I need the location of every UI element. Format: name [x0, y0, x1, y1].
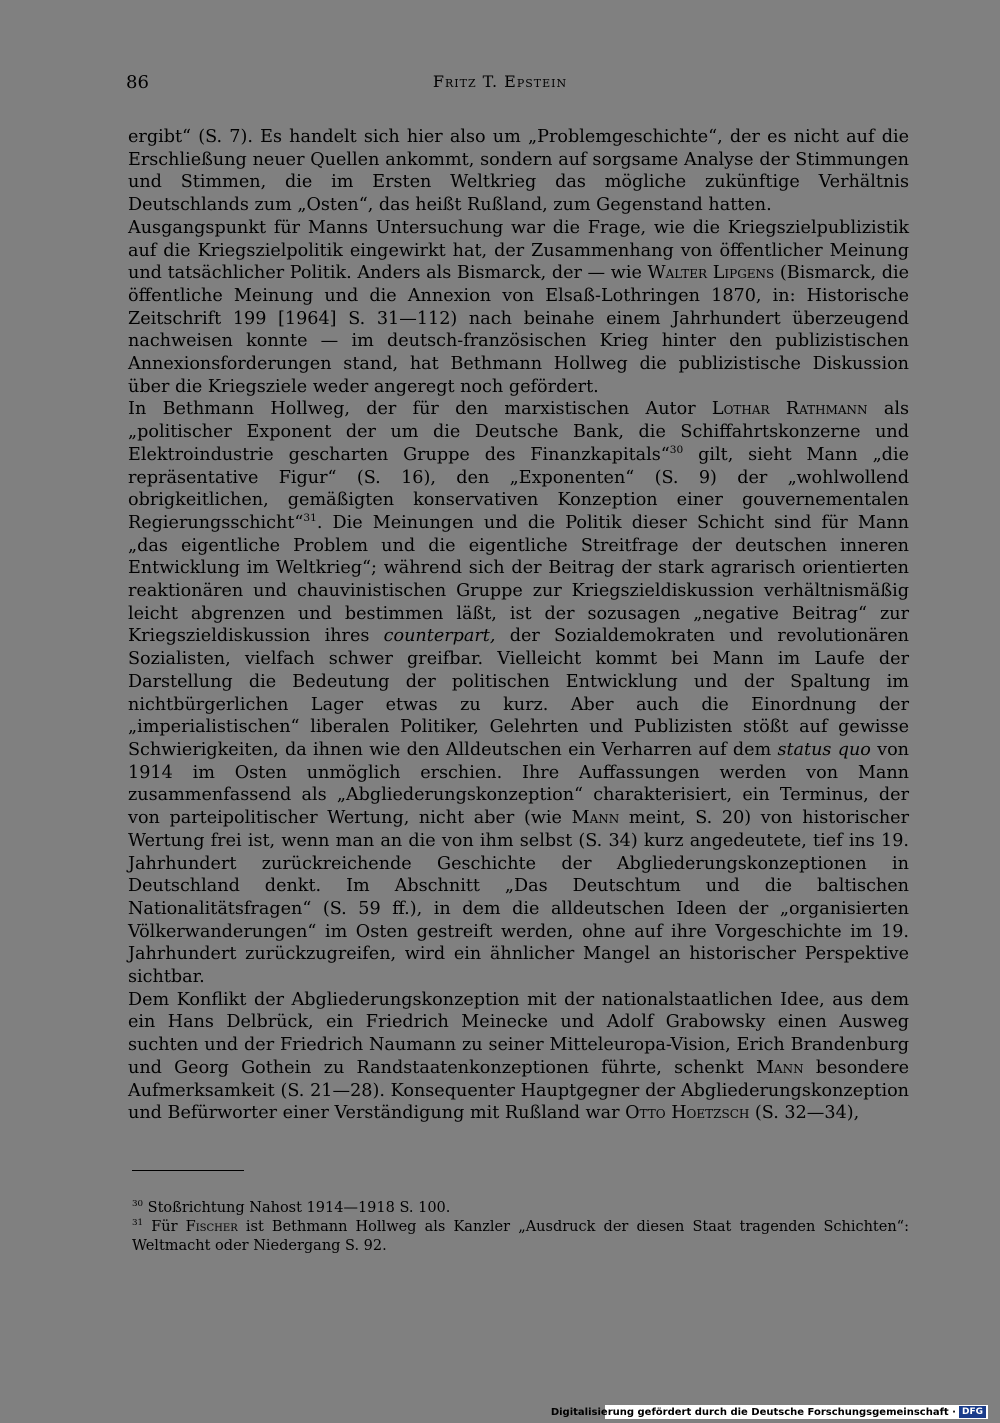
footnote-number: 30 [132, 1199, 144, 1210]
author-name: Walter Lipgens [647, 263, 775, 284]
footnotes [132, 1199, 909, 1256]
dfg-logo-icon: DFG [959, 1406, 986, 1418]
footnote-ref-30: 30 [669, 443, 684, 456]
text-span: In Bethmann Hollweg, der für den marxistischen Autor [128, 399, 712, 420]
body-text [128, 126, 909, 1125]
author-name: Fischer [185, 1219, 238, 1235]
text-span: meint, S. 20) von historischer Wertung frei ist, wenn man an die von ihm selbst (S. 34) kurz angedeutete, tief ins 19. Jahrhundert zurückreichende Geschichte der Abgliederungskonzeptionen in Deutschland denkt. Im Abschnitt „Das Deutschtum und die baltischen Nationalitätsfragen“ (S. 59 ff.), in dem die alldeutschen Ideen der „organisierten Völkerwanderungen“ im Osten gestreift werden, ohne auf ihre Vorgeschichte im 19. Jahrhundert zurückzugreifen, wird ein ähnlicher Mangel an historischer Perspektive sichtbar. [128, 808, 909, 988]
credit-text: Digitalisierung gefördert durch die Deutsche Forschungsgemeinschaft · [550, 1406, 956, 1418]
italic-term: counterpart, [383, 626, 496, 647]
footnote-text: Stoßrichtung Nahost 1914—1918 S. 100. [143, 1200, 451, 1216]
italic-term: status quo [777, 739, 871, 760]
page-number: 86 [126, 72, 149, 93]
author-name: Otto Hoetzsch [625, 1103, 750, 1124]
paragraph-3 [128, 398, 909, 988]
paragraph-4 [128, 989, 909, 1125]
footnote-divider [132, 1170, 244, 1171]
text-span: als „politischer Exponent der um die Deutsche Bank, die Schiffahrtskonzerne und Elektroindustrie gescharten Gruppe des Finanzkapitals“ [128, 399, 909, 465]
footnote-number: 31 [132, 1218, 144, 1229]
text-span: Dem Konflikt der Abgliederungskonzeption mit der nationalstaatlichen Idee, aus dem ein Hans Delbrück, ein Friedrich Meinecke und Adolf Grabowsky einen Ausweg suchten und der Friedrich Naumann zu seiner Mitteleuropa-Vision, Erich Brandenburg und Georg Gothein zu Randstaatenkonzeptionen führte, schenkt [128, 989, 909, 1078]
author-name: Mann [755, 1057, 804, 1078]
paragraph-2 [128, 217, 909, 399]
text-span: besondere Aufmerksamkeit (S. 21—28). Konsequenter Hauptgegner der Abgliederungskonzeption und Befürworter einer Verständigung mit Rußland war [128, 1057, 910, 1124]
text-span: Ausgangspunkt für Manns Untersuchung war die Frage, wie die Kriegszielpublizistik auf die Kriegszielpolitik eingewirkt hat, der Zusammenhang von öffentlicher Meinung und tatsächlicher Politik. Anders als Bismarck, der — wie [128, 217, 909, 284]
footnote-ref-31: 31 [303, 512, 317, 525]
footnote-text: ist Bethmann Hollweg als Kanzler „Ausdruck der diesen Staat tragenden Schichten“: Weltmacht oder Niedergang S. 92. [132, 1219, 909, 1254]
running-head: Fritz T. Epstein [432, 72, 568, 91]
author-name: Mann [571, 808, 620, 829]
text-span: von 1914 im Osten unmöglich erschien. Ihre Auffassungen werden von Mann zusammenfassend als „Abgliederungskonzeption“ charakterisiert, ein Terminus, der von parteipolitischer Wertung, nicht aber (wie [128, 739, 909, 829]
text-span: (Bismarck, die öffentliche Meinung und die Annexion von Elsaß-Lothringen 1870, in: Historische Zeitschrift 199 [1964] S. 31—112) nach beinahe einem Jahrhundert überzeugend nachweisen konnte — im deutsch-französischen Krieg hinter den publizistischen Annexionsforderungen stand, hat Bethmann Hollweg die publizistische Diskussion über die Kriegsziele weder angeregt noch gefördert. [128, 263, 909, 397]
author-name: Lothar Rathmann [711, 399, 868, 420]
text-span: der Sozialdemokraten und revolutionären Sozialisten, vielfach schwer greifbar. Vielleicht kommt bei Mann im Laufe der Darstellung die Bedeutung der politischen Entwicklung und der Spaltung im nichtbürgerlichen Lager etwas zu kurz. Aber auch die Einordnung der „imperialistischen“ liberalen Politiker, Gelehrten und Publizisten stößt auf gewisse Schwierigkeiten, da ihnen wie den Alldeutschen ein Verharren auf dem [128, 626, 909, 760]
text-span: . Die Meinungen und die Politik dieser Schicht sind für Mann „das eigentliche Problem und die eigentliche Streitfrage der deutschen inneren Entwicklung im Weltkrieg“; während sich der Beitrag der stark agrarisch orientierten reaktionären und chauvinistischen Gruppe zur Kriegszieldiskussion verhältnismäßig leicht abgrenzen und bestimmen läßt, ist der sozusagen „negative Beitrag“ zur Kriegszieldiskussion ihres [128, 512, 909, 647]
footnote-text: Für [143, 1219, 186, 1235]
paragraph-1: ergibt“ (S. 7). Es handelt sich hier also um „Problemgeschichte“, der es nicht auf die Erschließung neuer Quellen ankommt, sondern auf sorgsame Analyse der Stimmungen und Stimmen, die im Ersten Weltkrieg das mögliche zukünftige Verhältnis Deutschlands zum „Osten“, das heißt Rußland, zum Gegenstand hatten. [128, 127, 909, 216]
footnote-30 [132, 1199, 909, 1218]
text-span: (S. 32—34), [749, 1103, 860, 1124]
text-span: gilt, sieht Mann „die repräsentative Figur“ (S. 16), den „Exponenten“ (S. 9) der „wohlwollend obrigkeitlichen, gemäßigten konservativen Konzeption einer gouvernementalen Regierungsschicht“ [128, 444, 909, 533]
digitization-credit [550, 1405, 988, 1419]
footnote-31 [132, 1218, 909, 1256]
